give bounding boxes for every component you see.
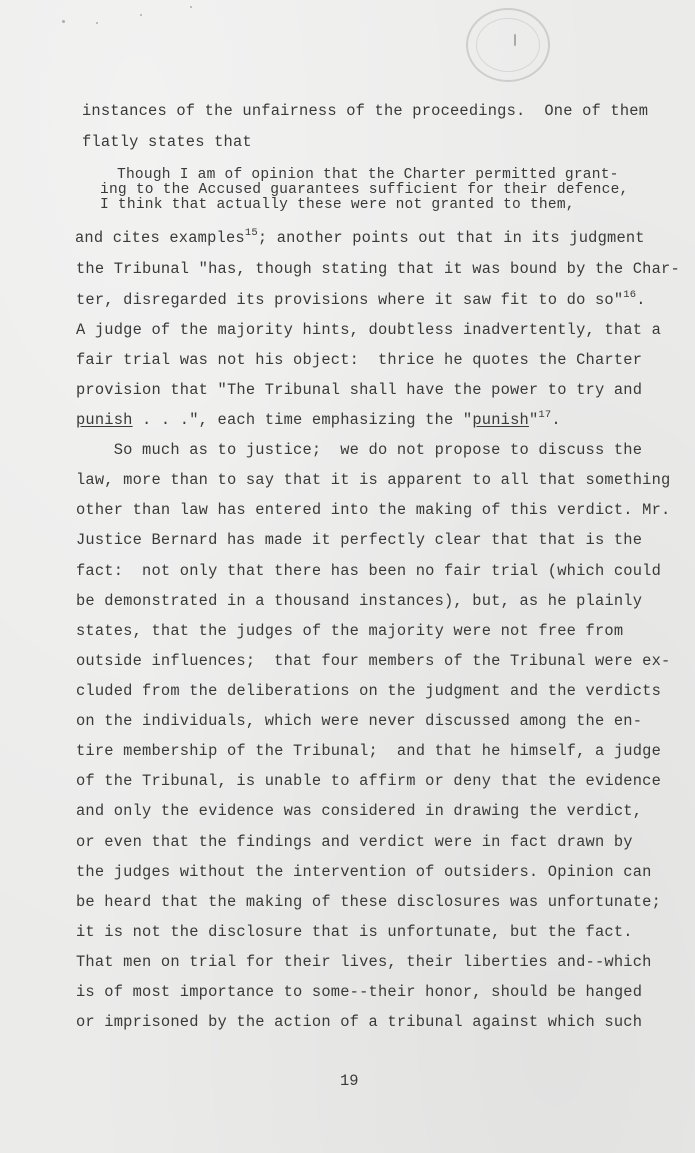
- text-line: other than law has entered into the making of this verdict. Mr.: [76, 501, 671, 519]
- ink-speck: [140, 14, 142, 16]
- ink-speck: [96, 22, 98, 24]
- text-line: the judges without the intervention of outsiders. Opinion can: [76, 863, 652, 881]
- text-line: flatly states that: [82, 133, 252, 151]
- text-line: fair trial was not his object: thrice he quotes the Charter: [76, 351, 643, 369]
- text-line: states, that the judges of the majority were not free from: [76, 622, 624, 640]
- text-segment: ; another points out that in its judgment: [257, 229, 645, 247]
- text-line: So much as to justice; we do not propose to discuss the: [76, 441, 643, 459]
- text-line: on the individuals, which were never discussed among the en-: [76, 712, 643, 730]
- text-line: outside influences; that four members of the Tribunal were ex-: [76, 652, 671, 670]
- text-line: is of most importance to some--their honor, should be hanged: [76, 983, 643, 1001]
- text-line: it is not the disclosure that is unfortunate, but the fact.: [76, 923, 633, 941]
- text-segment: ter, disregarded its provisions where it saw fit to do so": [76, 291, 624, 309]
- text-line: or even that the findings and verdict were in fact drawn by: [76, 833, 633, 851]
- text-line: and only the evidence was considered in drawing the verdict,: [76, 802, 643, 820]
- page-number: 19: [340, 1072, 359, 1090]
- block-quote-line: Though I am of opinion that the Charter permitted grant-: [117, 167, 619, 183]
- footnote-ref: 15: [244, 227, 258, 239]
- text-line: fact: not only that there has been no fair trial (which could: [76, 562, 662, 580]
- text-line: cluded from the deliberations on the judgment and the verdicts: [76, 682, 662, 700]
- text-line: tire membership of the Tribunal; and that he himself, a judge: [76, 742, 662, 760]
- text-segment: . . .", each time emphasizing the ": [132, 411, 473, 429]
- text-segment: ": [528, 411, 539, 429]
- text-line: the Tribunal "has, though stating that it was bound by the Char-: [76, 260, 680, 278]
- text-line: be demonstrated in a thousand instances), but, as he plainly: [76, 592, 643, 610]
- emphasized-word: punish: [472, 411, 529, 429]
- text-line: That men on trial for their lives, their liberties and--which: [76, 953, 652, 971]
- ink-speck: [190, 6, 192, 8]
- text-line: provision that "The Tribunal shall have the power to try and: [76, 381, 643, 399]
- text-segment: and cites examples: [75, 229, 245, 247]
- text-line: A judge of the majority hints, doubtless inadvertently, that a: [76, 321, 662, 339]
- text-segment: .: [636, 291, 646, 309]
- text-line: [75, 228, 645, 248]
- ink-speck: [62, 20, 65, 23]
- text-line: or imprisoned by the action of a tribunal against which such: [76, 1013, 643, 1031]
- footnote-ref: 16: [623, 289, 637, 301]
- footnote-ref: 17: [538, 409, 552, 421]
- faded-stamp: [466, 8, 550, 82]
- text-line: [76, 290, 646, 310]
- text-line: law, more than to say that it is apparent to all that something: [76, 471, 671, 489]
- text-segment: .: [551, 411, 561, 429]
- text-line: of the Tribunal, is unable to affirm or deny that the evidence: [76, 772, 662, 790]
- text-line: be heard that the making of these disclosures was unfortunate;: [76, 893, 662, 911]
- text-line: Justice Bernard has made it perfectly clear that that is the: [76, 531, 643, 549]
- block-quote-line: ing to the Accused guarantees sufficient for their defence,: [100, 182, 629, 198]
- block-quote-line: I think that actually these were not granted to them,: [100, 197, 575, 213]
- text-line: instances of the unfairness of the proceedings. One of them: [82, 102, 649, 120]
- text-line: [76, 410, 561, 430]
- ink-speck: [514, 34, 516, 46]
- emphasized-word: punish: [76, 411, 133, 429]
